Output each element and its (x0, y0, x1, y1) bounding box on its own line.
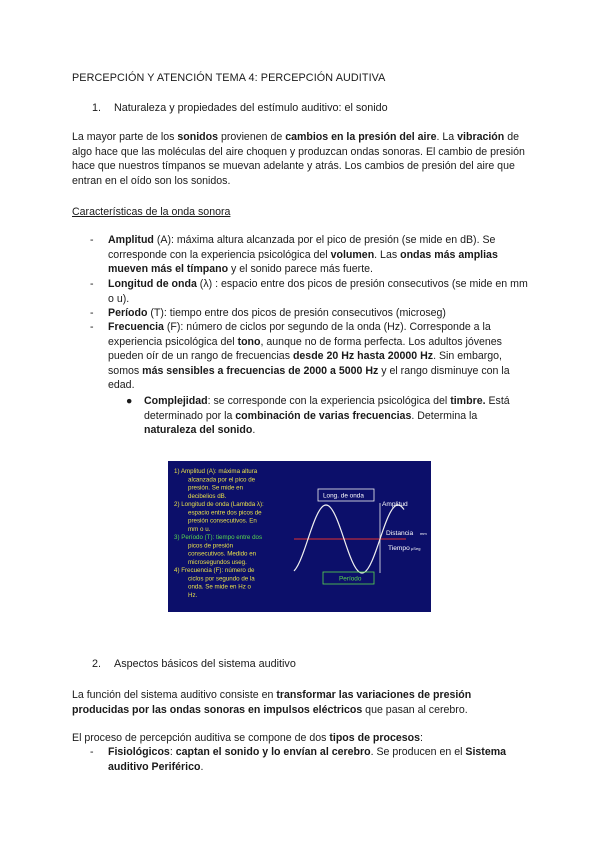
figure-text-line: 1) Amplitud (A): máxima altura (174, 468, 258, 475)
figure-text-line: 4) Frecuencia (F): número de (174, 567, 255, 574)
figure-text-lines (174, 468, 264, 599)
bullet-amplitud: - Amplitud (A): máxima altura alcanzada por el pico de presión (se mide en dB). Se corresponde con la experiencia psicológica del volumen. Las ondas más amplias mueven más el tímpano y el sonido parece más fuerte. (90, 234, 498, 276)
dash-bullet: - (90, 321, 94, 333)
distance-label: Distancia (386, 530, 414, 537)
figure-text-line: Hz. (188, 591, 198, 599)
bullet-frecuencia: - Frecuencia (F): número de ciclos por segundo de la onda (Hz). Corresponde a la experiencia psicológica del tono, aunque no de forma perfecta. Los adultos jóvenes pueden oír de un rango de frecuencias desde 20 Hz hasta 20000 Hz. Sin embargo, somos más sensibles a frecuencias de 2000 a 5000 Hz y el rango disminuye con la edad. (90, 321, 510, 392)
figure-text-line: espacio entre dos picos de (188, 509, 262, 517)
figure-text-line: ciclos por segundo de la (188, 575, 255, 583)
figure-text-line: mm o u. (188, 525, 211, 533)
period-label: Período (339, 575, 362, 583)
time-label: Tiempo (388, 545, 410, 552)
bullet-complejidad: ● Complejidad: se corresponde con la experiencia psicológica del timbre. Está determinado por la combinación de varias frecuencias. Determina la naturaleza del sonido. (126, 395, 510, 437)
time-unit-label: µSeg (411, 546, 421, 551)
section-number: 1. (92, 102, 102, 114)
section-heading-2 (92, 658, 296, 670)
sound-wave-diagram (168, 461, 431, 612)
figure-text-line: consecutivos. Medido en (188, 550, 257, 558)
dash-bullet: - (90, 234, 94, 246)
figure-text-line: microsegundos useg. (188, 558, 247, 566)
figure-text-line: 2) Longitud de onda (Lambda λ): (174, 501, 264, 508)
intro-paragraph: La mayor parte de los sonidos provienen de cambios en la presión del aire. La vibración de algo hace que las moléculas del aire choquen y produzcan ondas sonoras. El cambio de presión hace que nuestros tímpanos se muevan adelante y atrás. Los cambios de presión del aire que entran en el oído son los sonidos. (72, 131, 525, 187)
dash-bullet: - (90, 307, 94, 319)
section-label: Aspectos básicos del sistema auditivo (114, 658, 296, 670)
dash-bullet: - (90, 746, 94, 758)
wavelength-label: Long. de onda (323, 492, 364, 500)
figure-text-line: presión. Se mide en (188, 484, 244, 492)
figure-text-line: onda. Se mide en Hz o (188, 583, 251, 591)
sound-wave-figure (168, 461, 431, 612)
dot-bullet: ● (126, 395, 133, 407)
amplitude-label: Amplitud (382, 501, 408, 508)
figure-text-line: alcanzada por el pico de (188, 476, 256, 484)
process-paragraph: El proceso de percepción auditiva se compone de dos tipos de procesos: (72, 732, 423, 744)
figure-text-line: presión consecutivos. En (188, 517, 257, 525)
distance-unit-label: mm (420, 531, 427, 536)
section-number: 2. (92, 658, 102, 670)
section-heading-1 (92, 102, 388, 114)
figure-text-line: decibelios dB. (188, 492, 227, 500)
bullet-fisiologicos: - Fisiológicos: captan el sonido y lo envían al cerebro. Se producen en el Sistema auditivo Periférico. (90, 746, 507, 773)
dash-bullet: - (90, 278, 94, 290)
bullet-periodo: - Período (T): tiempo entre dos picos de presión consecutivos (microseg) (90, 307, 446, 319)
characteristics-heading: Características de la onda sonora (72, 206, 231, 218)
system-paragraph: La función del sistema auditivo consiste en transformar las variaciones de presión producidas por las ondas sonoras en impulsos eléctricos que pasan al cerebro. (72, 689, 472, 716)
page-title: PERCEPCIÓN Y ATENCIÓN TEMA 4: PERCEPCIÓN AUDITIVA (72, 72, 386, 84)
figure-text-line: 3) Período (T): tiempo entre dos (174, 534, 263, 541)
figure-text-line: picos de presión (188, 542, 234, 550)
section-label: Naturaleza y propiedades del estímulo auditivo: el sonido (114, 102, 388, 114)
bullet-longitud: - Longitud de onda (λ) : espacio entre dos picos de presión consecutivos (se mide en mm o u). (90, 278, 528, 305)
